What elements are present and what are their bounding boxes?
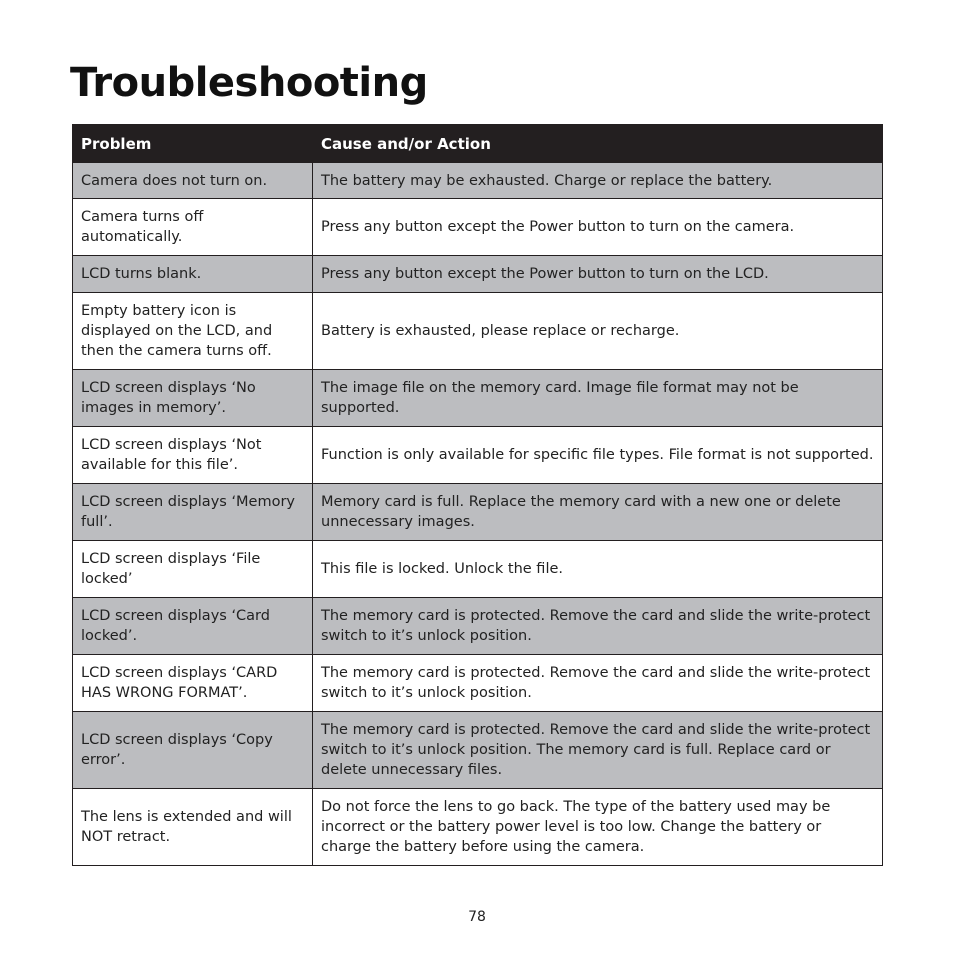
table-row <box>73 163 883 199</box>
problem-cell: Camera does not turn on. <box>73 163 313 199</box>
problem-cell: LCD screen displays ‘File locked’ <box>73 541 313 598</box>
table-row <box>73 370 883 427</box>
table-row <box>73 293 883 370</box>
cause-cell: Do not force the lens to go back. The type of the battery used may be incorrect or the battery power level is too low. Change the battery or charge the battery before using the camera. <box>313 789 883 866</box>
table-row <box>73 427 883 484</box>
cause-cell: The battery may be exhausted. Charge or replace the battery. <box>313 163 883 199</box>
problem-cell: LCD screen displays ‘Copy error’. <box>73 712 313 789</box>
page-title: Troubleshooting <box>70 60 428 106</box>
problem-cell: LCD screen displays ‘Card locked’. <box>73 598 313 655</box>
cause-cell: Press any button except the Power button to turn on the LCD. <box>313 256 883 293</box>
page-number: 78 <box>468 909 486 925</box>
table-row <box>73 598 883 655</box>
problem-cell: The lens is extended and will NOT retract. <box>73 789 313 866</box>
problem-cell: LCD screen displays ‘Memory full’. <box>73 484 313 541</box>
column-header-cause: Cause and/or Action <box>313 125 883 163</box>
table-row <box>73 541 883 598</box>
table-row <box>73 712 883 789</box>
table-header-row <box>73 125 883 163</box>
problem-cell: Camera turns off automatically. <box>73 199 313 256</box>
cause-cell: The memory card is protected. Remove the card and slide the write-protect switch to it’s unlock position. <box>313 598 883 655</box>
table-row <box>73 655 883 712</box>
problem-cell: LCD turns blank. <box>73 256 313 293</box>
problem-cell: Empty battery icon is displayed on the LCD, and then the camera turns off. <box>73 293 313 370</box>
table-row <box>73 256 883 293</box>
cause-cell: The image file on the memory card. Image file format may not be supported. <box>313 370 883 427</box>
cause-cell: Press any button except the Power button to turn on the camera. <box>313 199 883 256</box>
table-row <box>73 789 883 866</box>
cause-cell: Memory card is full. Replace the memory card with a new one or delete unnecessary images. <box>313 484 883 541</box>
problem-cell: LCD screen displays ‘CARD HAS WRONG FORMAT’. <box>73 655 313 712</box>
column-header-problem: Problem <box>73 125 313 163</box>
cause-cell: The memory card is protected. Remove the card and slide the write-protect switch to it’s unlock position. <box>313 655 883 712</box>
cause-cell: The memory card is protected. Remove the card and slide the write-protect switch to it’s unlock position. The memory card is full. Replace card or delete unnecessary files. <box>313 712 883 789</box>
cause-cell: Function is only available for specific file types. File format is not supported. <box>313 427 883 484</box>
table-row <box>73 199 883 256</box>
troubleshooting-table <box>72 124 883 866</box>
problem-cell: LCD screen displays ‘Not available for this file’. <box>73 427 313 484</box>
table-row <box>73 484 883 541</box>
problem-cell: LCD screen displays ‘No images in memory’. <box>73 370 313 427</box>
cause-cell: Battery is exhausted, please replace or recharge. <box>313 293 883 370</box>
cause-cell: This file is locked. Unlock the file. <box>313 541 883 598</box>
